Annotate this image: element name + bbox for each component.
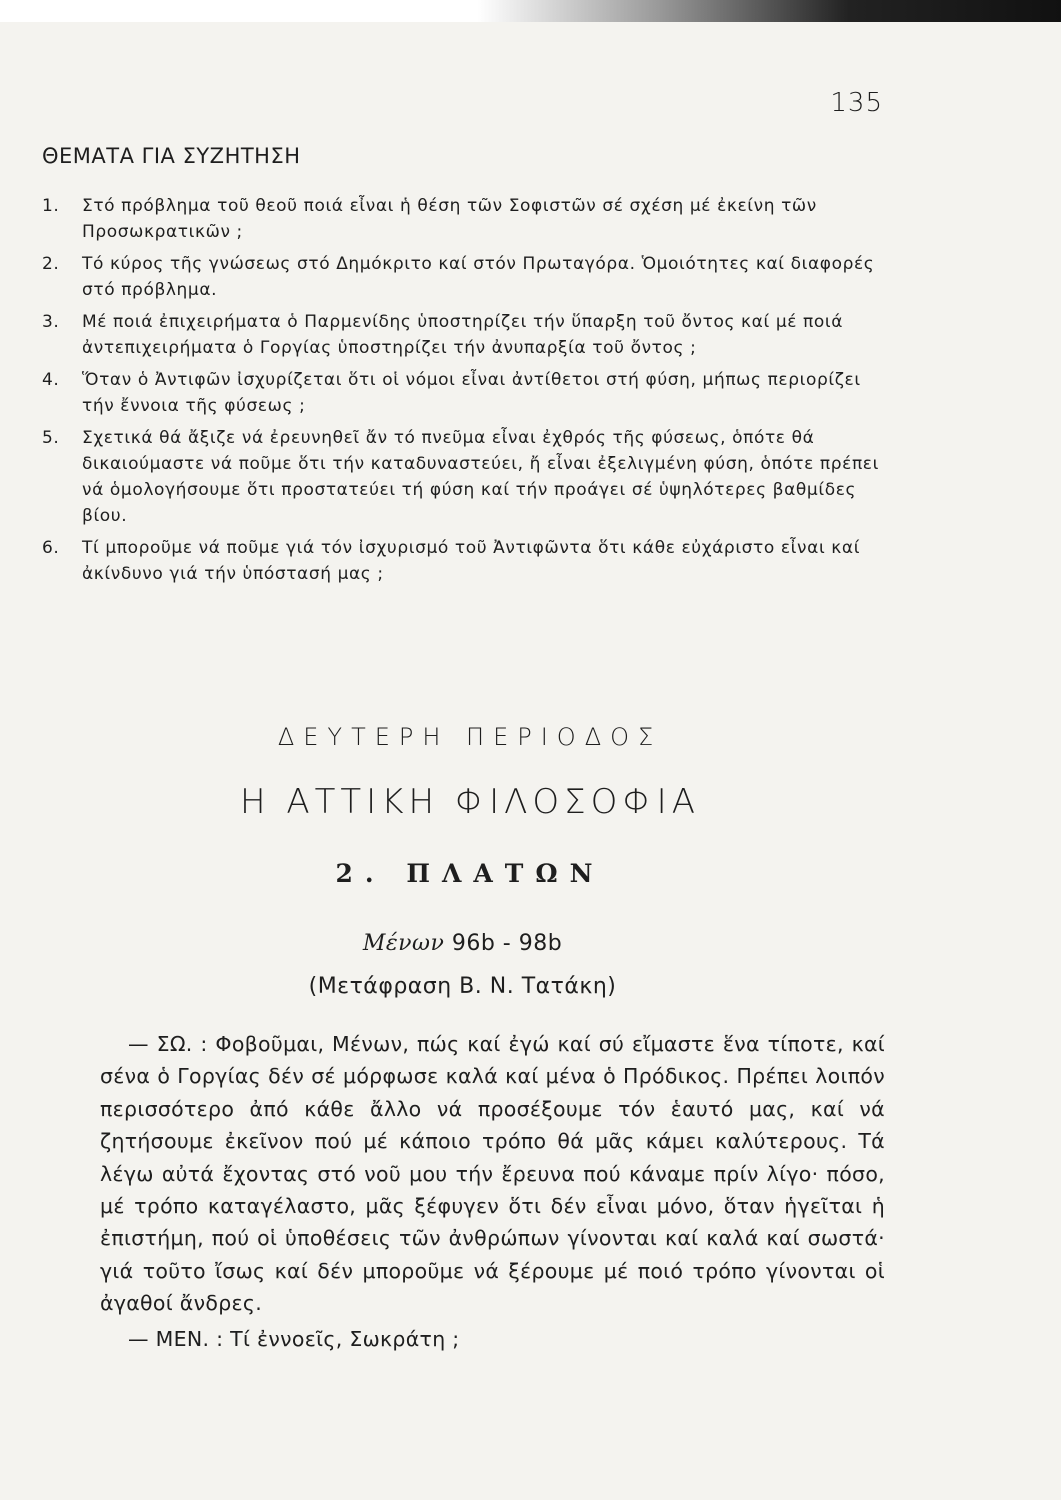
question-number: 6. xyxy=(42,538,60,558)
question-item xyxy=(42,309,887,361)
question-item xyxy=(42,425,887,529)
question-text: Ὅταν ὁ Ἀντιφῶν ἰσχυρίζεται ὅτι οἱ νόμοι εἶναι ἀντίθετοι στή φύση, μήπως περιορίζει τήν ἔννοια τῆς φύσεως ; xyxy=(82,370,861,416)
discussion-topics-heading: ΘΕΜΑΤΑ ΓΙΑ ΣΥΖΗΤΗΣΗ xyxy=(42,144,301,168)
dialogue-paragraph: — ΜΕΝ. : Τί ἐννοεῖς, Σωκράτη ; xyxy=(128,1326,460,1351)
chapter-title: 2. ΠΛΑΤΩΝ xyxy=(335,859,605,888)
page-number: 135 xyxy=(830,88,883,118)
source-lines: 96b - 98b xyxy=(451,931,563,956)
question-text: Σχετικά θά ἄξιζε νά ἐρευνηθεῖ ἄν τό πνεῦμα εἶναι ἐχθρός τῆς φύσεως, ὁπότε θά δικαιούμαστε νά ποῦμε ὅτι τήν καταδυναστεύει, ἤ εἶναι ἐξελιγμένη φύση, ὁπότε πρέπει νά ὁμολογήσουμε ὅτι προστατεύει τή φύση καί τήν προάγει σέ ὑψηλότερες βαθμίδες βίου. xyxy=(82,428,879,526)
source-reference xyxy=(0,931,925,956)
question-item xyxy=(42,193,887,245)
dialogue-paragraph: — ΣΩ. : Φοβοῦμαι, Μένων, πώς καί ἐγώ καί σύ εἴμαστε ἕνα τίποτε, καί σένα ὁ Γοργίας δέν σέ μόρφωσε καλά καί μένα ὁ Πρόδικος. Πρέπει λοιπόν περισσότερο ἀπό κάθε ἄλλο νά προσέξουμε τόν ἑαυτό μας, καί νά ζητήσουμε ἐκεῖνον πού μέ κάποιο τρόπο θά μᾶς κάμει καλύτερους. Τά λέγω αὐτά ἔχοντας στό νοῦ μου τήν ἔρευνα πού κάναμε πρίν λίγο· πόσο, μέ τρόπο καταγέλαστο, μᾶς ξέφυγεν ὅτι δέν εἶναι μόνο, ὅταν ἡγεῖται ἡ ἐπιστήμη, πού οἱ ὑποθέσεις τῶν ἀνθρώπων γίνονται καί καλά καί σωστά· γιά τοῦτο ἴσως καί δέν μποροῦμε νά ξέρουμε μέ ποιό τρόπο γίνονται οἱ ἀγαθοί ἄνδρες. xyxy=(100,1032,885,1316)
question-number: 4. xyxy=(42,370,60,390)
source-work: Μένων xyxy=(362,931,445,956)
question-item xyxy=(42,251,887,303)
question-text: Τί μποροῦμε νά ποῦμε γιά τόν ἰσχυρισμό τοῦ Ἀντιφῶντα ὅτι κάθε εὐχάριστο εἶναι καί ἀκίνδυνο γιά τήν ὑπόστασή μας ; xyxy=(82,538,861,584)
question-text: Τό κύρος τῆς γνώσεως στό Δημόκριτο καί στόν Πρωταγόρα. Ὁμοιότητες καί διαφορές στό πρόβλημα. xyxy=(82,254,875,300)
question-item xyxy=(42,367,887,419)
discussion-questions xyxy=(42,193,887,593)
question-text: Στό πρόβλημα τοῦ θεοῦ ποιά εἶναι ἡ θέση τῶν Σοφιστῶν σέ σχέση μέ ἐκείνη τῶν Προσωκρατικῶν ; xyxy=(82,196,817,242)
period-title: ΔΕΥΤΕΡΗ ΠΕΡΙΟΔΟΣ xyxy=(277,723,663,751)
question-number: 2. xyxy=(42,254,60,274)
translation-credit: (Μετάφραση Β. Ν. Τατάκη) xyxy=(308,974,617,999)
question-number: 5. xyxy=(42,428,60,448)
question-text: Μέ ποιά ἐπιχειρήματα ὁ Παρμενίδης ὑποστηρίζει τήν ὕπαρξη τοῦ ὄντος καί μέ ποιά ἀντεπιχειρήματα ὁ Γοργίας ὑποστηρίζει τήν ἀνυπαρξία τοῦ ὄντος ; xyxy=(82,312,844,358)
dialogue-text xyxy=(100,1028,885,1355)
question-item xyxy=(42,535,887,587)
question-number: 3. xyxy=(42,312,60,332)
section-title: Η ΑΤΤΙΚΗ ΦΙΛΟΣΟΦΙΑ xyxy=(240,782,700,822)
question-number: 1. xyxy=(42,196,60,216)
scan-edge xyxy=(0,0,1061,22)
